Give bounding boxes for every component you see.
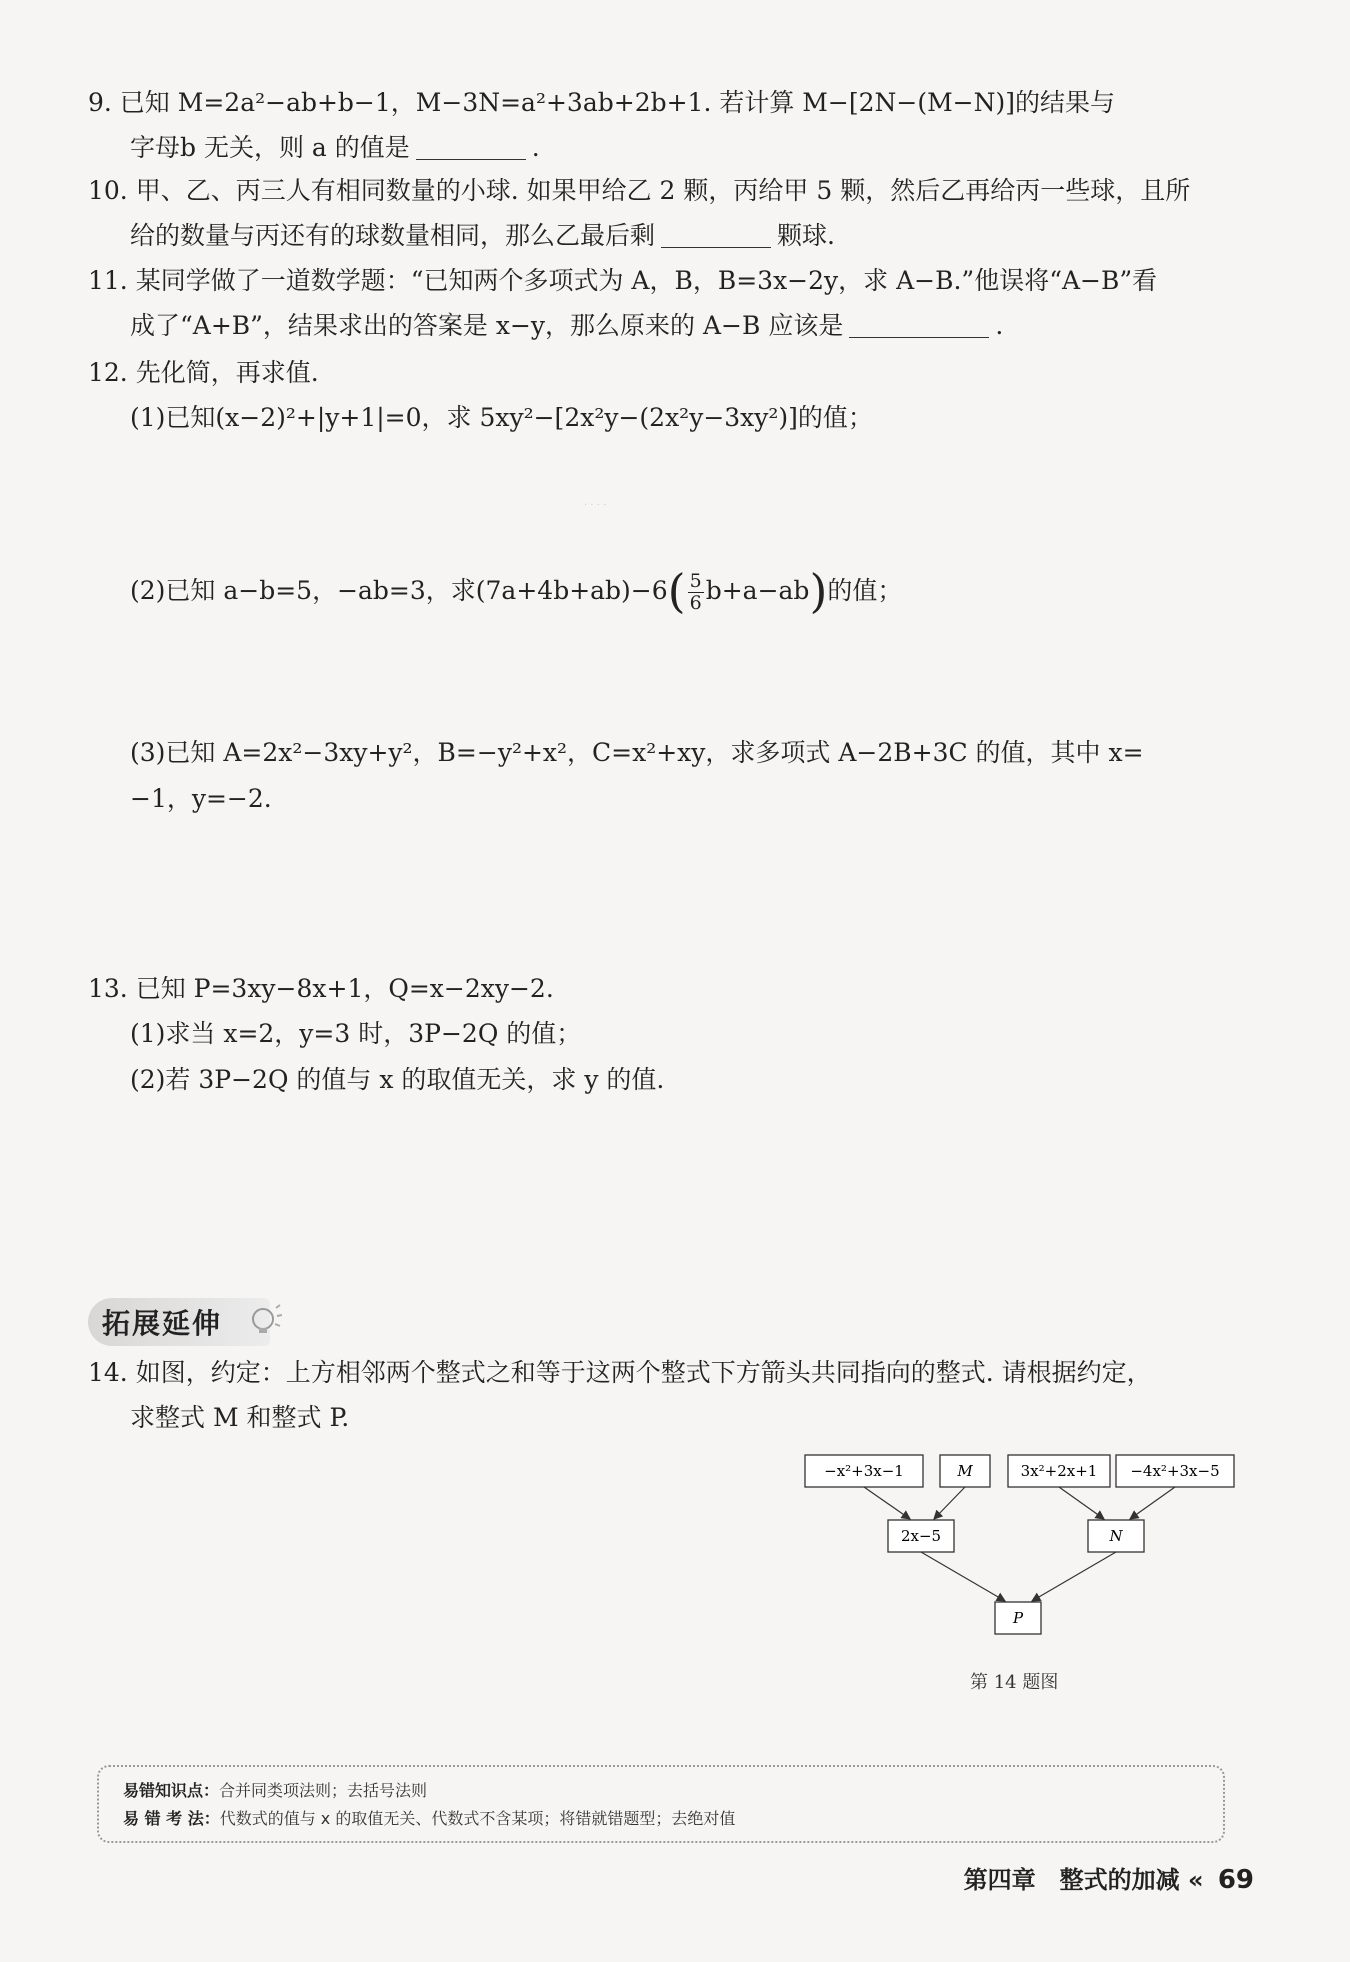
arrow-6: [1032, 1552, 1116, 1601]
arrow-1: [864, 1487, 910, 1519]
question-12-part2-mid: b+a−ab: [705, 576, 810, 605]
question-12-part3-line2: −1，y=−2.: [130, 784, 272, 813]
diagram-caption: 第 14 题图: [970, 1672, 1059, 1693]
question-10-line1: 10. 甲、乙、丙三人有相同数量的小球. 如果甲给乙 2 颗，丙给甲 5 颗，然后乙再给丙一些球，且所: [88, 176, 1191, 205]
question-12-part2: [130, 564, 903, 618]
notes-row-1: [123, 1777, 1199, 1805]
fraction-five-sixths: [688, 571, 704, 614]
answer-blank-10[interactable]: [661, 223, 771, 248]
double-chevron-icon: «: [1187, 1866, 1204, 1894]
error-notes-box: [97, 1765, 1225, 1843]
question-10-line2: [88, 213, 1248, 258]
right-paren: ): [809, 564, 828, 618]
notes-label-2: 易 错 考 法：: [123, 1809, 220, 1828]
box-bottom-p-label: P: [1012, 1609, 1024, 1627]
question-14: [88, 1350, 1248, 1440]
section-title-extension: 拓展延伸: [88, 1298, 270, 1346]
question-9-text: 字母b 无关，则 a 的值是: [130, 133, 410, 162]
question-14-line1: 14. 如图，约定：上方相邻两个整式之和等于这两个整式下方箭头共同指向的整式. 请根据约定，: [88, 1358, 1152, 1387]
chapter-title: 第四章 整式的加减: [963, 1866, 1180, 1894]
notes-text-2: 代数式的值与 x 的取值无关、代数式不含某项；将错就错题型；去绝对值: [219, 1809, 736, 1828]
box-mid-n-label: N: [1109, 1527, 1123, 1545]
question-11-text: 成了“A+B”，结果求出的答案是 x−y，那么原来的 A−B 应该是: [130, 311, 844, 340]
arrow-4: [1130, 1487, 1175, 1519]
box-top-4-label: −4x²+3x−5: [1130, 1462, 1220, 1480]
question-12-part3-line1: (3)已知 A=2x²−3xy+y²，B=−y²+x²，C=x²+xy，求多项式 A−2B+3C 的值，其中 x=: [130, 738, 1144, 767]
question-12-part2-pre: (2)已知 a−b=5，−ab=3，求(7a+4b+ab)−6: [130, 576, 668, 605]
question-11: [88, 258, 1248, 348]
polynomial-diagram: [800, 1450, 1250, 1660]
faint-mark: · · · ·: [584, 500, 607, 511]
notes-row-2: [123, 1805, 1199, 1833]
box-top-m: [940, 1455, 990, 1487]
box-top-m-label: M: [957, 1462, 973, 1480]
notes-label-1: 易错知识点：: [123, 1781, 220, 1800]
question-11-end: .: [995, 311, 1004, 340]
question-13-part2: (2)若 3P−2Q 的值与 x 的取值无关，求 y 的值.: [130, 1065, 665, 1094]
question-12-part2-post: 的值；: [827, 576, 903, 605]
question-10-end: 颗球.: [777, 221, 835, 250]
page-footer: [964, 1860, 1254, 1895]
arrow-3: [1059, 1487, 1104, 1519]
question-9-end: .: [531, 133, 540, 162]
question-10-text: 给的数量与丙还有的球数量相同，那么乙最后剩: [130, 221, 656, 250]
box-bottom-p: [995, 1602, 1041, 1634]
fraction-numerator: 5: [689, 570, 702, 592]
answer-blank-11[interactable]: [849, 313, 989, 338]
box-mid-left: [888, 1520, 954, 1552]
box-top-3: [1008, 1455, 1110, 1487]
question-13-part1: (1)求当 x=2，y=3 时，3P−2Q 的值；: [130, 1019, 582, 1048]
box-top-1-label: −x²+3x−1: [824, 1462, 904, 1480]
question-11-line2: [88, 303, 1248, 348]
box-mid-left-label: 2x−5: [900, 1527, 942, 1545]
box-top-4: [1116, 1455, 1234, 1487]
page-number: 69: [1217, 1865, 1254, 1895]
box-top-3-label: 3x²+2x+1: [1020, 1462, 1098, 1480]
question-9-line2: [88, 125, 1248, 170]
box-top-1: [805, 1455, 923, 1487]
question-9: [88, 80, 1248, 170]
notes-text-1: 合并同类项法则；去括号法则: [219, 1781, 428, 1800]
answer-blank-9[interactable]: [416, 135, 526, 160]
question-12-part1: (1)已知(x−2)²+|y+1|=0，求 5xy²−[2x²y−(2x²y−3xy²)]的值；: [130, 403, 873, 432]
question-11-line1: 11. 某同学做了一道数学题：“已知两个多项式为 A，B，B=3x−2y，求 A−B.”他误将“A−B”看: [88, 266, 1158, 295]
arrow-2: [934, 1487, 965, 1519]
question-14-line2: 求整式 M 和整式 P.: [130, 1403, 350, 1432]
box-mid-n: [1088, 1520, 1144, 1552]
question-9-line1: 9. 已知 M=2a²−ab+b−1，M−3N=a²+3ab+2b+1. 若计算 M−[2N−(M−N)]的结果与: [88, 88, 1116, 117]
left-paren: (: [667, 564, 686, 618]
question-12-title: 12. 先化简，再求值.: [88, 358, 319, 387]
lightbulb-icon: [248, 1302, 282, 1338]
fraction-denominator: 6: [689, 592, 702, 614]
arrow-5: [921, 1552, 1005, 1601]
question-13-title: 13. 已知 P=3xy−8x+1，Q=x−2xy−2.: [88, 974, 554, 1003]
question-10: [88, 168, 1248, 258]
